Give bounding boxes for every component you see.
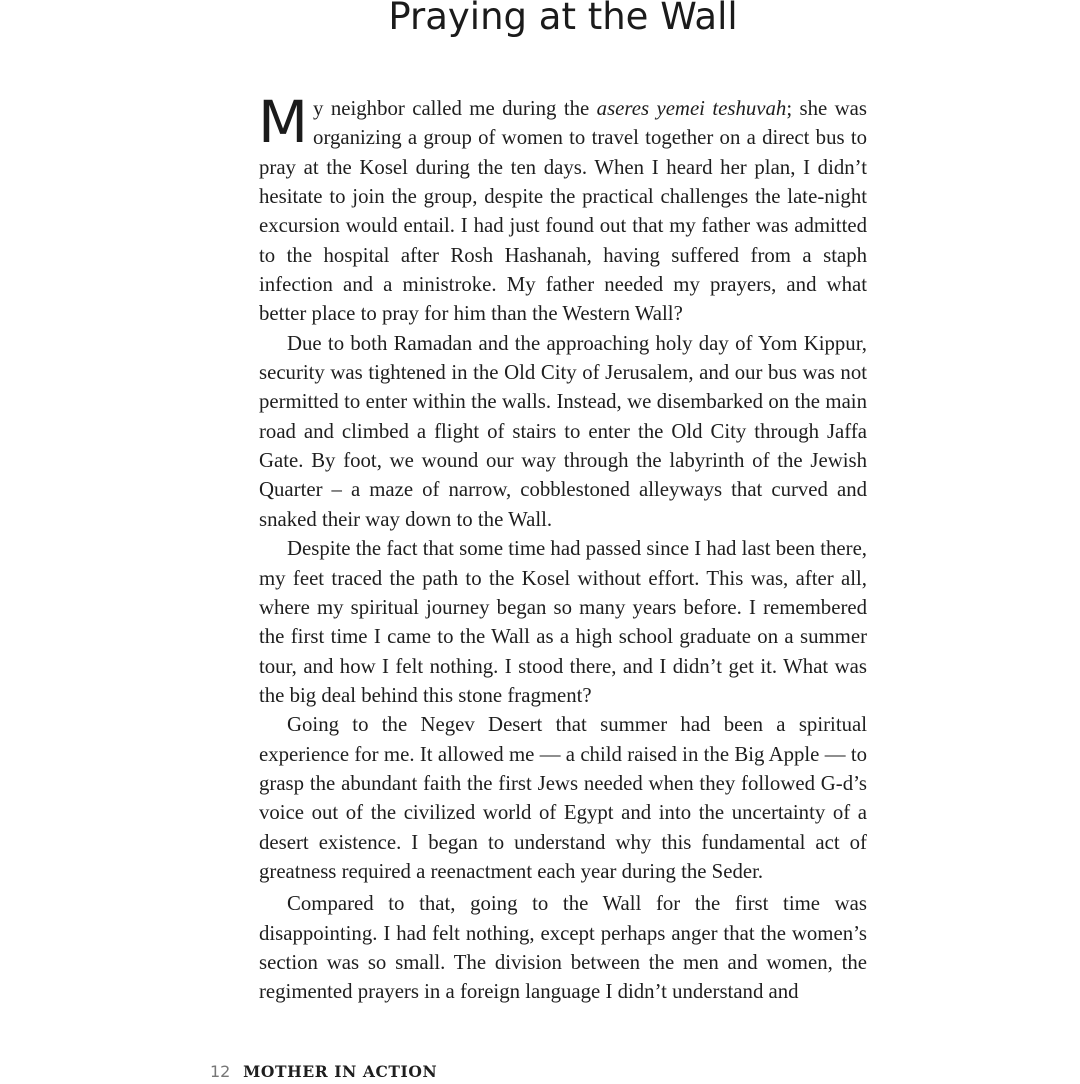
text-run: Despite the fact that some time had passed since I had last been there, my feet traced the path to the Kosel without effort. This was, after all, where my spiritual journey began so many years before. I remembered the first time I came to the Wall as a high school graduate on a summer tour, and how I felt nothing. I stood there, and I didn’t get it. What was the big deal behind this stone fragment? [259,537,867,707]
italic-phrase: aseres yemei teshuvah [596,97,787,120]
chapter-body [258,88,868,1007]
page-number: 12 [210,1062,231,1081]
text-run: Due to both Ramadan and the approaching holy day of Yom Kippur, security was tightened in the Old City of Jerusalem, and our bus was not permitted to enter within the walls. Instead, we disembarked on the main road and climbed a flight of stairs to enter the Old City through Jaffa Gate. By foot, we wound our way through the labyrinth of the Jewish Quarter – a maze of narrow, cobblestoned alleyways that curved and snaked their way down to the Wall. [259,331,867,531]
body-paragraph [258,88,868,329]
drop-cap: M [258,88,309,156]
text-run: y neighbor called me during the [313,97,597,120]
body-paragraph [259,329,867,534]
text-run: ; she was organizing a group of women to travel together on a direct bus to pray at the Kosel during the ten days. When I heard her plan, I didn’t hesitate to join the group, despite the practical challenges the late-night excursion would entail. I had just found out that my father was admitted to the hospital after Rosh Hashanah, having suffered from a staph infection and a ministroke. My father needed my prayers, and what better place to pray for him than the Western Wall? [259,97,868,326]
running-title: MOTHER IN ACTION [243,1062,438,1081]
text-run: Going to the Negev Desert that summer had been a spiritual experience for me. It allowed me — a child raised in the Big Apple — to grasp the abundant faith the first Jews needed when they followed G-d’s voice out of the civilized world of Egypt and into the uncertainty of a desert existence. I began to understand why this fundamental act of greatness required a reenactment each year during the Seder. [259,713,867,883]
body-paragraph [259,889,867,1006]
body-paragraph [259,534,867,710]
page-footer [210,1060,437,1084]
body-paragraph [259,710,867,886]
text-run: Compared to that, going to the Wall for the first time was disappointing. I had felt nothing, except perhaps anger that the women’s section was so small. The division between the men and women, the regimented prayers in a foreign language I didn’t understand and [259,892,867,1004]
chapter-title: Praying at the Wall [388,0,738,38]
